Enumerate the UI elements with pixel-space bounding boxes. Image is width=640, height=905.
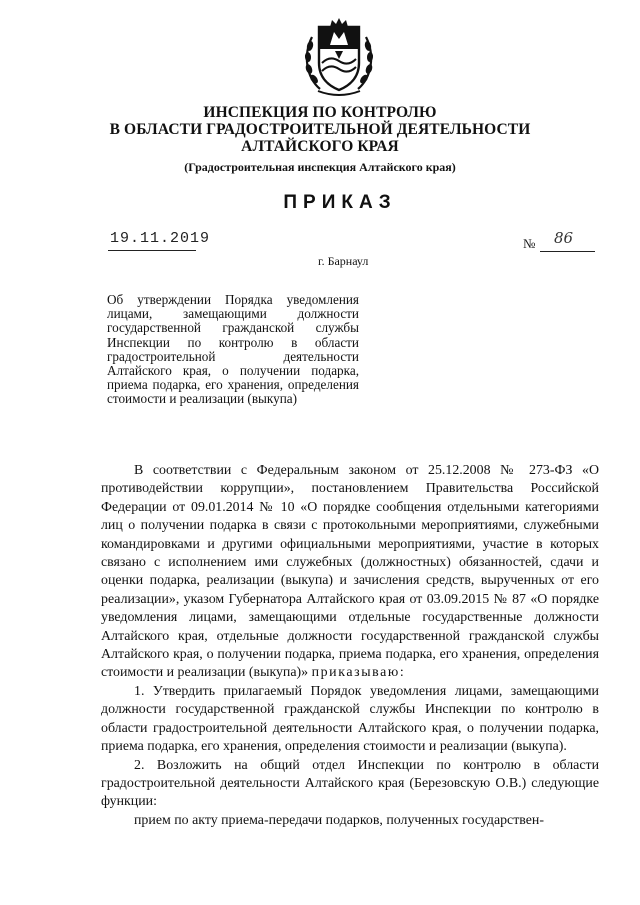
document-city: г. Барнаул bbox=[318, 254, 369, 268]
document-subject: Об утверждении Порядка уведомления лицами, замещающими должности государственной гражданской службы Инспекции по контролю в области градостроительной деятельности Алтайского края, о получении подарка, приема подарка, его хранения, определения стоимости и реализации (выкупа) bbox=[107, 292, 359, 407]
date-underline bbox=[108, 250, 196, 251]
organization-short-name: (Градостроительная инспекция Алтайского края) bbox=[184, 160, 456, 174]
document-number-label: № bbox=[523, 236, 536, 251]
order-item-1: 1. Утвердить прилагаемый Порядок уведомления лицами, замещающими должности государственной гражданской службы Инспекции по контролю в области градостроительной деятельности Алтайского края, о получении подарка, приема подарка, его хранения, определения стоимости и реализации (выкупа). bbox=[101, 683, 599, 755]
preamble-verb: приказываю: bbox=[311, 665, 406, 681]
document-body bbox=[101, 462, 599, 830]
document-number-handwritten: 86 bbox=[554, 229, 574, 247]
organization-name-line-2: В ОБЛАСТИ ГРАДОСТРОИТЕЛЬНОЙ ДЕЯТЕЛЬНОСТИ bbox=[109, 121, 531, 138]
number-underline bbox=[540, 251, 595, 252]
preamble-paragraph bbox=[101, 462, 599, 683]
coat-of-arms-emblem bbox=[300, 15, 378, 99]
order-item-2-subitem: прием по акту приема-передачи подарков, полученных государствен- bbox=[134, 812, 544, 828]
order-item-2: 2. Возложить на общий отдел Инспекции по контролю в области градостроительной деятельности Алтайского края (Березовскую О.В.) следующие функции: bbox=[101, 757, 599, 810]
preamble-text: В соответствии с Федеральным законом от 25.12.2008 № 273-ФЗ «О противодействии коррупции», постановлением Правительства Российской Федерации от 09.01.2014 № 10 «О порядке сообщения отдельными категориями лиц о получении подарка в связи с протокольными мероприятиями, служебными командировками и другими официальными мероприятиями, участие в которых связано с исполнением ими служебных (должностных) обязанностей, сдачи и оценки подарка, реализации (выкупа) и зачисления средств, вырученных от его реализации», указом Губернатора Алтайского края от 03.09.2015 № 87 «О порядке уведомления лицами, замещающими отдельные государственные должности Алтайского края, отдельные должности государственной гражданской службы Алтайского края, о получении подарка, приема подарка, его хранения, определения стоимости и реализации (выкупа)» bbox=[101, 463, 599, 681]
organization-name-line-3: АЛТАЙСКОГО КРАЯ bbox=[241, 138, 399, 155]
organization-name-line-1: ИНСПЕКЦИЯ ПО КОНТРОЛЮ bbox=[203, 104, 437, 121]
document-date: 19.11.2019 bbox=[110, 230, 211, 247]
document-type-title: ПРИКАЗ bbox=[283, 192, 397, 213]
